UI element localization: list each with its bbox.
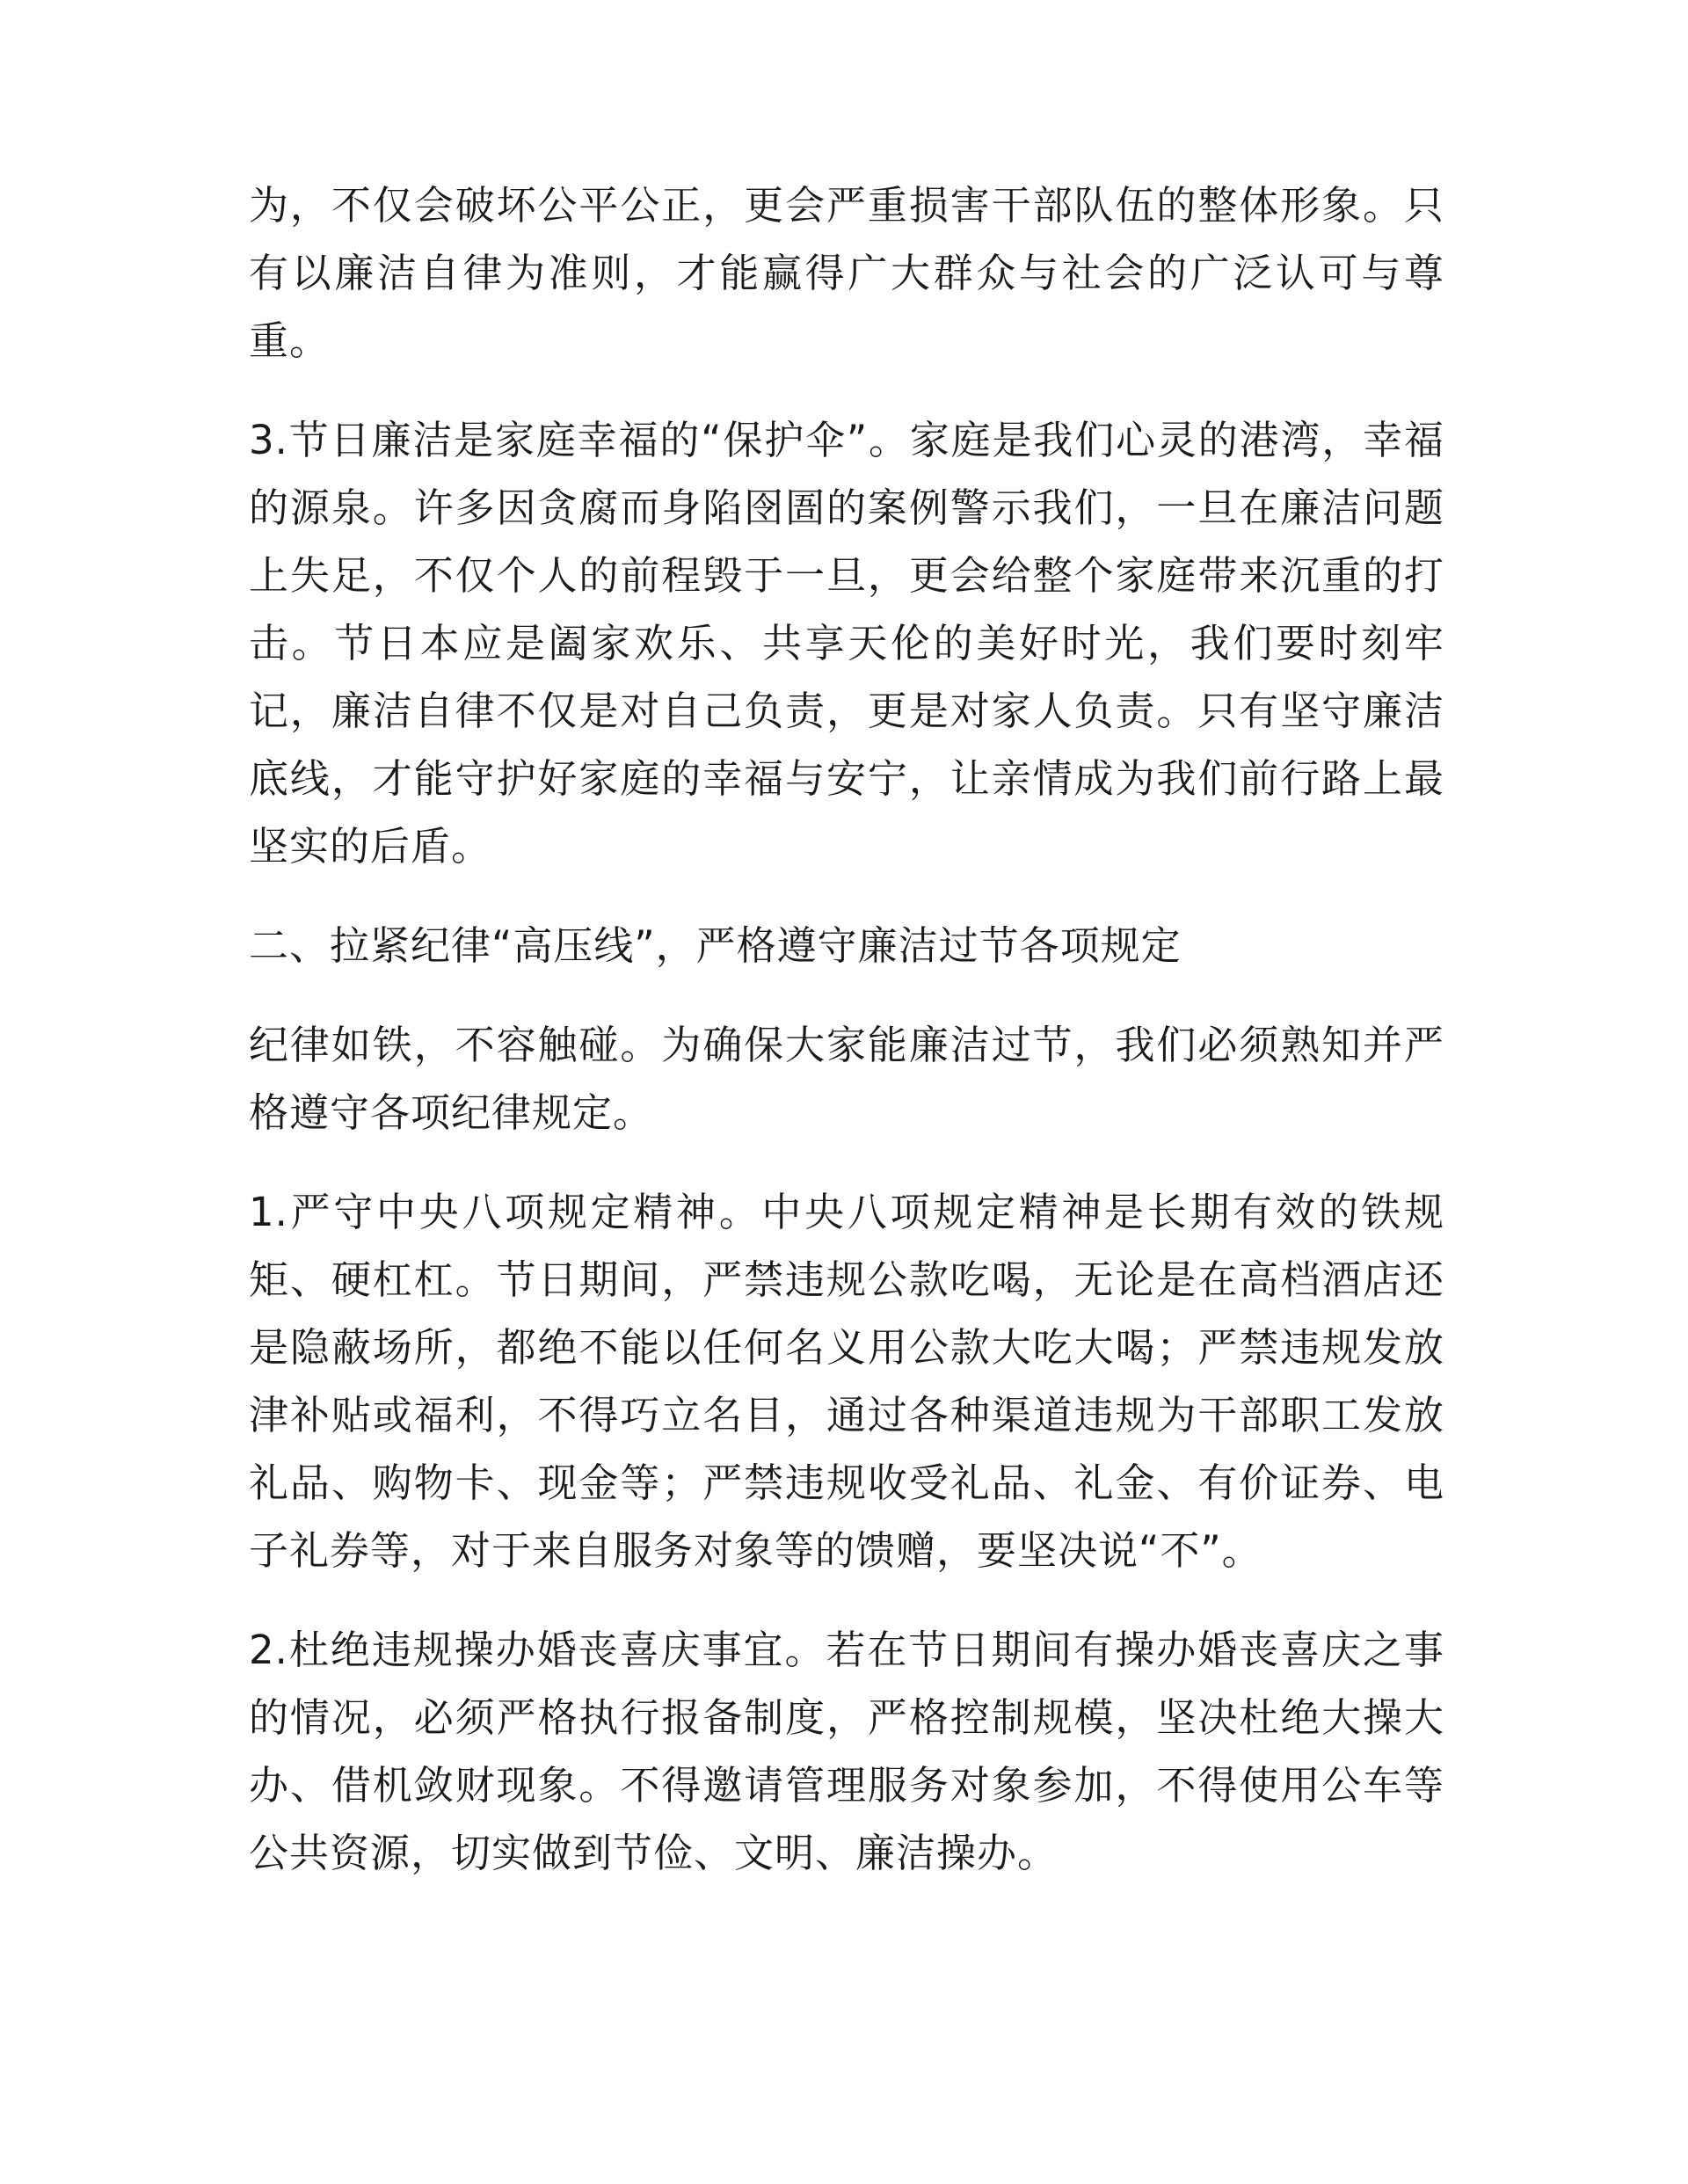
paragraph-discipline-intro: 纪律如铁，不容触碰。为确保大家能廉洁过节，我们必须熟知并严格遵守各项纪律规定。 (249, 1022, 1444, 1136)
paragraph-item-1-eight-rules: 1.严守中央八项规定精神。中央八项规定精神是长期有效的铁规矩、硬杠杠。节日期间，严禁违规公款吃喝，无论是在高档酒店还是隐蔽场所，都绝不能以任何名义用公款大吃大喝；严禁违规发放津补贴或福利，不得巧立名目，通过各种渠道违规为干部职工发放礼品、购物卡、现金等；严禁违规收受礼品、礼金、有价证券、电子礼券等，对于来自服务对象等的馈赠，要坚决说“不”。 (249, 1189, 1444, 1574)
section-heading-2: 二、拉紧纪律“高压线”，严格遵守廉洁过节各项规定 (249, 922, 1182, 969)
paragraph-continuation: 为，不仅会破坏公平公正，更会严重损害干部队伍的整体形象。只有以廉洁自律为准则，才能赢得广大群众与社会的广泛认可与尊重。 (249, 182, 1444, 364)
document-page (249, 171, 1444, 1887)
paragraph-item-2-weddings-funerals: 2.杜绝违规操办婚丧喜庆事宜。若在节日期间有操办婚丧喜庆之事的情况，必须严格执行报备制度，严格控制规模，坚决杜绝大操大办、借机敛财现象。不得邀请管理服务对象参加，不得使用公车等公共资源，切实做到节俭、文明、廉洁操办。 (249, 1627, 1444, 1876)
paragraph-item-3-family: 3.节日廉洁是家庭幸福的“保护伞”。家庭是我们心灵的港湾，幸福的源泉。许多因贪腐而身陷囹圄的案例警示我们，一旦在廉洁问题上失足，不仅个人的前程毁于一旦，更会给整个家庭带来沉重的打击。节日本应是阖家欢乐、共享天伦的美好时光，我们要时刻牢记，廉洁自律不仅是对自己负责，更是对家人负责。只有坚守廉洁底线，才能守护好家庭的幸福与安宁，让亲情成为我们前行路上最坚实的后盾。 (249, 417, 1444, 870)
